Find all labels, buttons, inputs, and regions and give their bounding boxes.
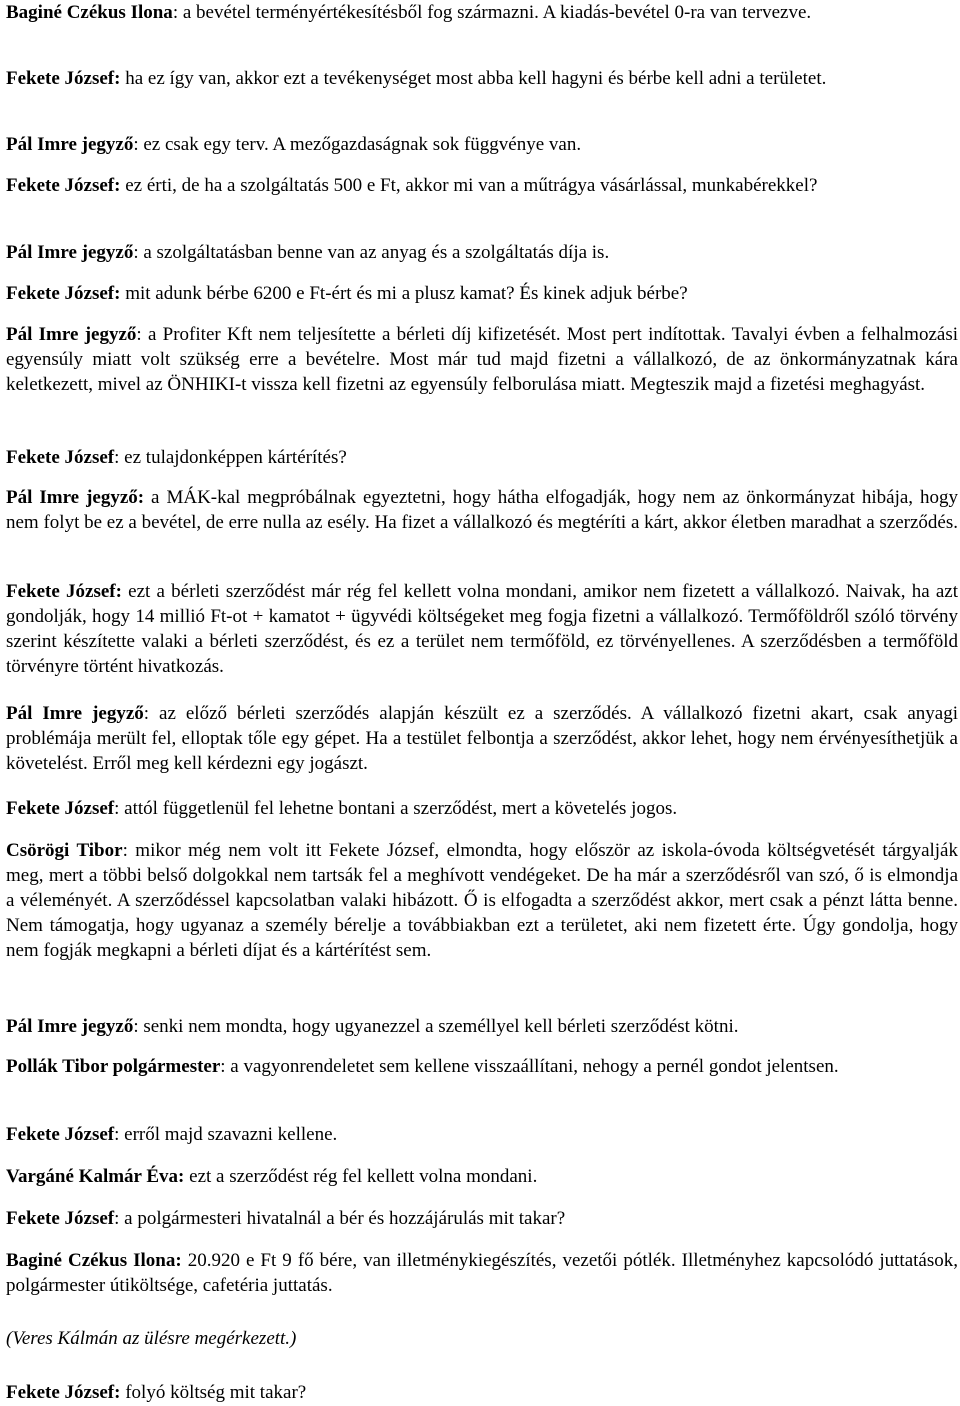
paragraph-text: a MÁK-kal megpróbálnak egyeztetni, hogy hátha elfogadják, hogy nem az önkormányzat hibája, hogy nem folyt be ez a bevétel, de erre nulla az esély. Ha fizet a vállalkozó és megtéríti a kárt, akkor életben maradhat a szerződés.: [6, 487, 959, 533]
speaker-name: Pál Imre jegyző: [6, 134, 134, 155]
speaker-name: Pollák Tibor polgármester: [6, 1056, 221, 1077]
speaker-name: Fekete József:: [6, 581, 122, 602]
speaker-name: Pál Imre jegyző: [6, 324, 137, 345]
paragraph: [6, 838, 958, 963]
paragraph: [6, 66, 958, 91]
speaker-name: Fekete József:: [6, 175, 121, 196]
paragraph: [6, 579, 958, 679]
paragraph: [6, 445, 958, 470]
paragraph-text: ha ez így van, akkor ezt a tevékenységet most abba kell hagyni és bérbe kell adni a területet.: [120, 68, 827, 89]
speaker-name: Fekete József:: [6, 283, 121, 304]
paragraph: [6, 322, 958, 397]
paragraph: [6, 0, 958, 25]
speaker-name: Vargáné Kalmár Éva:: [6, 1166, 185, 1187]
paragraph-text: : mikor még nem volt itt Fekete József, elmondta, hogy először az iskola-óvoda költségvetését tárgyalják meg, mert a többi belső dolgokkal nem tartsák fel a meghívott vendégeket. De ha már a szerződésről van szó, ő is elmondja a véleményét. A szerződéssel kapcsolatban valaki hibázott. Ő is elfogadta a szerződést akkor, mert csak a pénzt látta benne. Nem támogatja, hogy ugyanaz a személy bérelje a továbbiakban ezt a területet, aki nem fizetett érte. Úgy gondolja, hogy nem fogják megkapni a bérleti díjat és a kártérítést sem.: [6, 840, 958, 961]
paragraph-text: : az előző bérleti szerződés alapján készült ez a szerződés. A vállalkozó fizetni akart, csak anyagi problémája merült fel, elloptak tőle egy gépet. Ha a testület felbontja a szerződést, akkor lehet, hogy nem érvényesíthetjük a követelést. Erről meg kell kérdezni egy jogászt.: [6, 703, 958, 774]
paragraph-text: : erről majd szavazni kellene.: [114, 1124, 338, 1145]
paragraph: [6, 1054, 958, 1079]
paragraph: [6, 1164, 958, 1189]
paragraph: [6, 173, 958, 198]
speaker-name: Fekete József: [6, 1124, 115, 1145]
paragraph-text: : ez tulajdonképpen kártérítés?: [114, 447, 347, 468]
paragraph-text: : a bevétel terményértékesítésből fog származni. A kiadás-bevétel 0-ra van tervezve.: [172, 2, 812, 23]
speaker-name: Baginé Czékus Ilona:: [6, 1250, 182, 1271]
paragraph: [6, 796, 958, 821]
paragraph-text: : ez csak egy terv. A mezőgazdaságnak sok függvénye van.: [133, 134, 582, 155]
speaker-name: Pál Imre jegyző: [6, 242, 134, 263]
speaker-name: Baginé Czékus Ilona: [6, 2, 173, 23]
speaker-name: Pál Imre jegyző: [6, 703, 144, 724]
paragraph-text: mit adunk bérbe 6200 e Ft-ért és mi a plusz kamat? És kinek adjuk bérbe?: [120, 283, 688, 304]
speaker-name: Fekete József: [6, 447, 115, 468]
speaker-name: Pál Imre jegyző: [6, 1016, 134, 1037]
paragraph: [6, 485, 958, 535]
paragraph-text: : a szolgáltatásban benne van az anyag és a szolgáltatás díja is.: [133, 242, 610, 263]
paragraph-text: folyó költség mit takar?: [120, 1382, 307, 1403]
paragraph-text: 20.920 e Ft 9 fő bére, van illetménykiegészítés, vezetői pótlék. Illetményhez kapcsolódó juttatások, polgármester útiköltsége, cafetéria juttatás.: [6, 1250, 958, 1296]
paragraph: [6, 1248, 958, 1298]
paragraph-text: : a Profiter Kft nem teljesítette a bérleti díj kifizetését. Most pert indítottak. Tavalyi évben a felhalmozási egyensúly miatt volt szükség erre a bevételre. Most már tud majd fizetni a vállalkozó, de az önkormányzatnak kára keletkezett, mivel az ÖNHIKI-t vissza kell fizetni az egyensúly felborulása miatt. Megteszik majd a fizetési meghagyást.: [6, 324, 958, 395]
paragraph-text: (Veres Kálmán az ülésre megérkezett.): [6, 1328, 297, 1349]
speaker-name: Fekete József:: [6, 1382, 121, 1403]
paragraph: [6, 1014, 958, 1039]
speaker-name: Pál Imre jegyző:: [6, 487, 145, 508]
paragraph-text: : a vagyonrendeletet sem kellene visszaállítani, nehogy a pernél gondot jelentsen.: [220, 1056, 839, 1077]
speaker-name: Fekete József: [6, 798, 115, 819]
paragraph: [6, 1380, 958, 1405]
paragraph: [6, 701, 958, 776]
speaker-name: Csörögi Tibor: [6, 840, 123, 861]
speaker-name: Fekete József:: [6, 68, 121, 89]
paragraph: [6, 132, 958, 157]
paragraph-text: : a polgármesteri hivatalnál a bér és hozzájárulás mit takar?: [114, 1208, 566, 1229]
paragraph-text: ezt a bérleti szerződést már rég fel kellett volna mondani, amikor nem fizetett a vállalkozó. Naivak, ha azt gondolják, hogy 14 millió Ft-ot + kamatot + ügyvédi költségeket meg fogja fizetni a vállalkozó. Termőföldről szóló törvény szerint készítette valaki a bérleti szerződést, és ez a terület nem termőföld, ez törvényellenes. A szerződésben a termőföld törvényre történt hivatkozás.: [6, 581, 959, 677]
paragraph: [6, 281, 958, 306]
paragraph: [6, 1122, 958, 1147]
paragraph-text: : attól függetlenül fel lehetne bontani a szerződést, mert a követelés jogos.: [114, 798, 678, 819]
paragraph-text: ez érti, de ha a szolgáltatás 500 e Ft, akkor mi van a műtrágya vásárlással, munkabérekkel?: [120, 175, 818, 196]
paragraph-text: ezt a szerződést rég fel kellett volna mondani.: [184, 1166, 538, 1187]
paragraph-note: [6, 1326, 958, 1351]
paragraph-text: : senki nem mondta, hogy ugyanezzel a személlyel kell bérleti szerződést kötni.: [133, 1016, 739, 1037]
paragraph: [6, 1206, 958, 1231]
speaker-name: Fekete József: [6, 1208, 115, 1229]
paragraph: [6, 240, 958, 265]
